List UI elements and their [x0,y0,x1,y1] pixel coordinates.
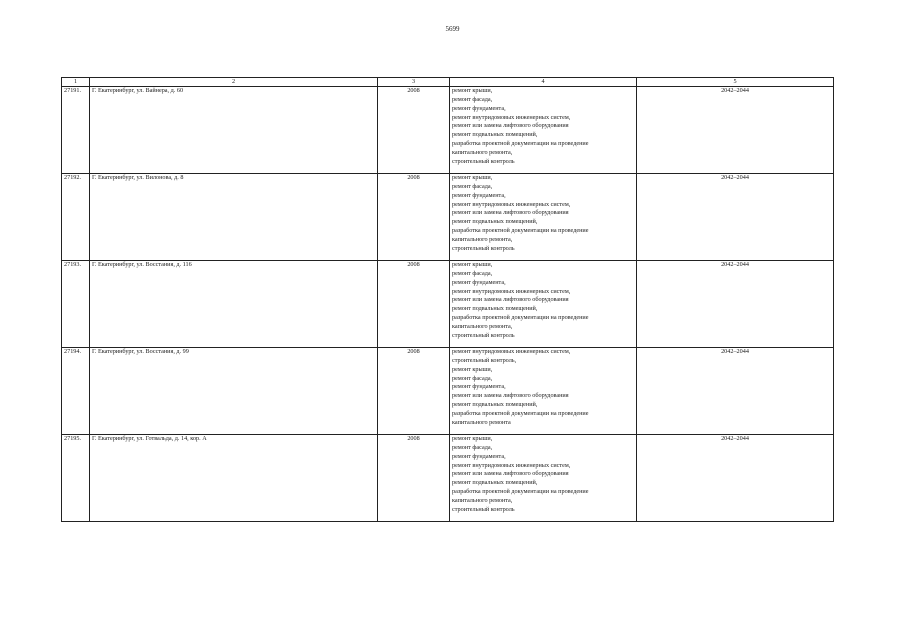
work-item: ремонт фундамента, [452,104,506,112]
work-item: ремонт фундамента, [452,383,506,391]
row-address: Г. Екатеринбург, ул. Восстания, д. 116 [90,261,378,348]
row-period: 2042–2044 [637,348,834,435]
work-item: ремонт подвальных помещений, [452,401,538,409]
work-item: ремонт или замена лифтового оборудования [452,392,569,400]
work-item: ремонт или замена лифтового оборудования [452,122,569,130]
work-item: ремонт внутридомовых инженерных систем, [452,113,571,121]
work-item: строительный контроль [452,244,515,252]
work-item: ремонт фасада, [452,374,493,382]
row-year: 2008 [378,87,450,174]
work-item: ремонт подвальных помещений, [452,479,538,487]
row-works [450,348,637,435]
row-address: Г. Екатеринбург, ул. Восстания, д. 99 [90,348,378,435]
row-address: Г. Екатеринбург, ул. Готвальда, д. 14, кор. А [90,435,378,522]
row-works [450,261,637,348]
work-item: ремонт фасада, [452,95,493,103]
work-item: капитального ремонта, [452,496,513,504]
row-address: Г. Екатеринбург, ул. Вайнера, д. 60 [90,87,378,174]
work-item: ремонт фундамента, [452,278,506,286]
table-row [62,174,834,261]
header-col-3: 3 [378,78,450,87]
table-body [62,87,834,522]
table-row [62,348,834,435]
row-number: 27193. [62,261,90,348]
work-item: ремонт внутридомовых инженерных систем, [452,287,571,295]
row-number: 27195. [62,435,90,522]
work-item: ремонт фасада, [452,443,493,451]
work-item: ремонт фундамента, [452,191,506,199]
work-item: разработка проектной документации на проведение [452,314,589,322]
header-col-2: 2 [90,78,378,87]
work-item: ремонт крыши, [452,174,493,181]
work-item: ремонт подвальных помещений, [452,218,538,226]
header-col-5: 5 [637,78,834,87]
work-item: капитального ремонта [452,418,511,426]
work-item: ремонт внутридомовых инженерных систем, [452,461,571,469]
row-period: 2042–2044 [637,87,834,174]
work-item: разработка проектной документации на проведение [452,140,589,148]
header-col-4: 4 [450,78,637,87]
work-item: ремонт фасада, [452,269,493,277]
row-period: 2042–2044 [637,174,834,261]
work-item: ремонт фасада, [452,182,493,190]
row-year: 2008 [378,348,450,435]
row-number: 27192. [62,174,90,261]
work-item: капитального ремонта, [452,235,513,243]
work-item: строительный контроль [452,331,515,339]
work-item: строительный контроль [452,505,515,513]
work-item: разработка проектной документации на проведение [452,409,589,417]
row-number: 27194. [62,348,90,435]
work-item: ремонт или замена лифтового оборудования [452,296,569,304]
row-year: 2008 [378,174,450,261]
capital-repair-table [61,77,834,522]
row-period: 2042–2044 [637,435,834,522]
work-item: ремонт крыши, [452,435,493,442]
work-item: разработка проектной документации на проведение [452,227,589,235]
header-col-1: 1 [62,78,90,87]
table-row [62,261,834,348]
work-item: строительный контроль, [452,356,517,364]
header-row [62,78,834,87]
row-year: 2008 [378,435,450,522]
work-item: ремонт подвальных помещений, [452,305,538,313]
work-item: ремонт фундамента, [452,452,506,460]
table-row [62,87,834,174]
table-row [62,435,834,522]
row-period: 2042–2044 [637,261,834,348]
row-number: 27191. [62,87,90,174]
work-item: ремонт крыши, [452,365,493,373]
work-item: ремонт крыши, [452,87,493,94]
work-item: ремонт крыши, [452,261,493,268]
row-address: Г. Екатеринбург, ул. Вилонова, д. 8 [90,174,378,261]
row-year: 2008 [378,261,450,348]
work-item: строительный контроль [452,157,515,165]
row-works [450,87,637,174]
work-item: ремонт внутридомовых инженерных систем, [452,348,571,355]
work-item: ремонт внутридомовых инженерных систем, [452,200,571,208]
work-item: ремонт или замена лифтового оборудования [452,209,569,217]
page-number: 5699 [445,25,460,33]
row-works [450,174,637,261]
work-item: ремонт или замена лифтового оборудования [452,470,569,478]
work-item: капитального ремонта, [452,322,513,330]
work-item: ремонт подвальных помещений, [452,131,538,139]
work-item: разработка проектной документации на проведение [452,488,589,496]
work-item: капитального ремонта, [452,148,513,156]
row-works [450,435,637,522]
